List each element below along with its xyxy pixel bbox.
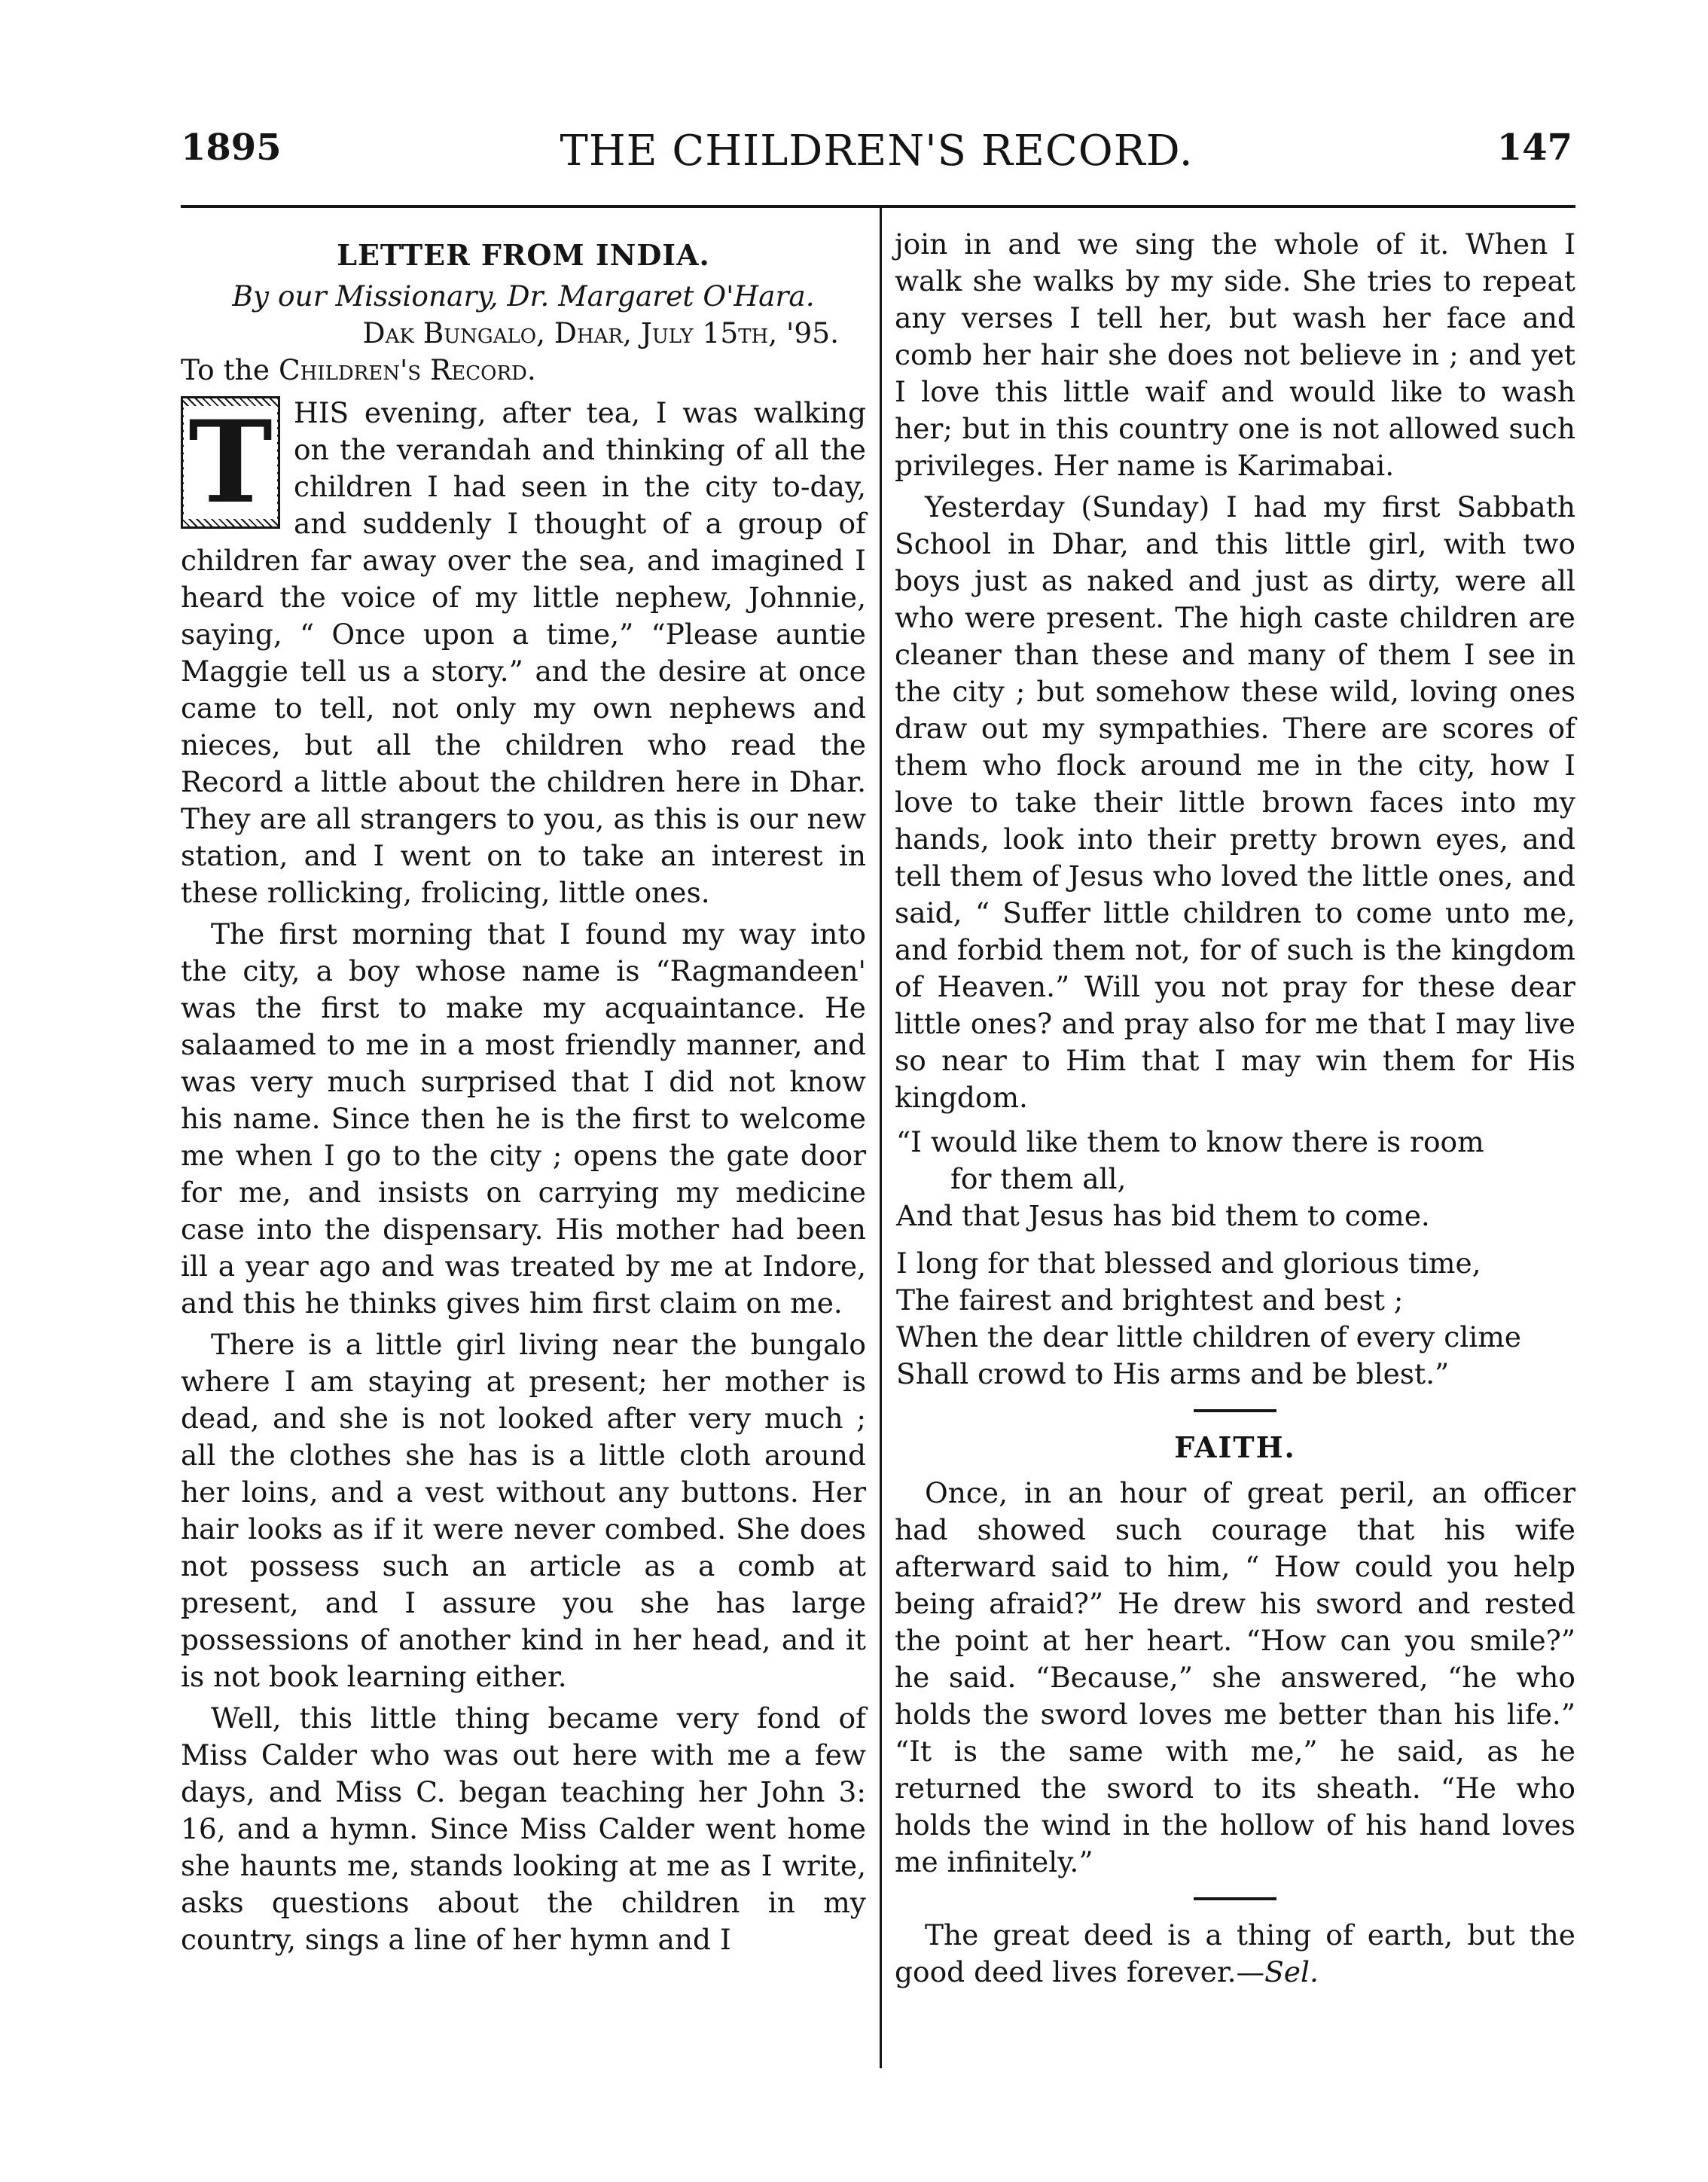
column-divider bbox=[880, 208, 882, 2068]
paragraph-4-continued: join in and we sing the whole of it. When I walk she walks by my side. She tries to repeat any verses I tell her, but wash her face and comb her hair she does not believe in ; and yet I love this little waif and would like to wash her; but in this country one is not allowed such privileges. Her name is Karimabai. bbox=[895, 227, 1575, 482]
paragraph-3: There is a little girl living near the bungalo where I am staying at present; her mother is dead, and she is not looked after very much ; all the clothes she has is a little cloth around her loins, and a vest without any buttons. Her hair looks as if it were never combed. She does not possess such an article as a comb at present, and I assure you she has large possessions of another kind in her head, and it is not book learning either. bbox=[181, 1328, 866, 1693]
article-byline: By our Missionary, Dr. Margaret O'Hara. bbox=[232, 279, 815, 313]
header-rule bbox=[181, 205, 1575, 208]
journal-title: THE CHILDREN'S RECORD. bbox=[560, 127, 1194, 175]
drop-cap-ornament bbox=[181, 396, 280, 529]
section-divider bbox=[1194, 1897, 1276, 1900]
verse-line: And that Jesus has bid them to come. bbox=[896, 1199, 1430, 1232]
verse-line: When the dear little children of every clime bbox=[896, 1320, 1521, 1353]
salutation-name: Children's Record. bbox=[278, 353, 536, 386]
closing-quote bbox=[895, 1917, 1575, 1991]
page-header bbox=[181, 127, 1572, 187]
verse-line: I long for that blessed and glorious time, bbox=[896, 1247, 1481, 1280]
verse-line: Shall crowd to His arms and be blest.” bbox=[896, 1357, 1450, 1390]
paragraph-4: Well, this little thing became very fond of Miss Calder who was out here with me a few days, and Miss C. began teaching her John 3: 16, and a hymn. Since Miss Calder went home she haunts me, stands looking at me as I write, asks questions about the children in my country, sings a line of her hymn and I bbox=[181, 1701, 866, 1956]
stanza-gap bbox=[896, 1234, 1575, 1245]
hymn-verse bbox=[896, 1124, 1575, 1393]
paragraph-5: Yesterday (Sunday) I had my first Sabbath School in Dhar, and this little girl, with two boys just as naked and just as dirty, were all who were present. The high caste children are cleaner than these and many of them I see in the city ; but somehow these wild, loving ones draw out my sympathies. There are scores of them who flock around me in the city, how I love to take their little brown faces into my hands, look into their pretty brown eyes, and tell them of Jesus who loved the little ones, and said, “ Suffer little children to come unto me, and forbid them not, for of such is the kingdom of Heaven.” Will you not pray for these dear little ones? and pray also for me that I may live so near to Him that I may win them for His kingdom. bbox=[895, 490, 1575, 1114]
first-paragraph bbox=[181, 395, 866, 911]
page-number: 147 bbox=[1496, 127, 1572, 169]
header-year: 1895 bbox=[181, 127, 282, 169]
verse-line: “I would like them to know there is room bbox=[896, 1125, 1484, 1158]
paragraph-2: The first morning that I found my way into the city, a boy whose name is “Ragmandeen' was the first to make my acquaintance. He salaamed to me in a most friendly manner, and was very much surprised that I did not know his name. Since then he is the first to welcome me when I go to the city ; opens the gate door for me, and insists on carrying my medicine case into the dispensary. His mother had been ill a year ago and was treated by me at Indore, and this he thinks gives him first claim on me. bbox=[181, 917, 866, 1320]
faith-paragraph: Once, in an hour of great peril, an officer had showed such courage that his wife afterward said to him, “ How could you help being afraid?” He drew his sword and rested the point at her heart. “How can you smile?” he said. “Because,” she answered, “he who holds the sword loves me better than his life.” “It is the same with me,” he said, as he returned the sword to its sheath. “He who holds the wind in the hollow of his hand loves me infinitely.” bbox=[895, 1476, 1575, 1878]
article-dateline: Dak Bungalo, Dhar, July 15th, '95. bbox=[362, 316, 839, 349]
verse-line: for them all, bbox=[950, 1162, 1127, 1195]
article-heading-letter: LETTER FROM INDIA. bbox=[337, 238, 710, 272]
closing-signature: Sel. bbox=[1264, 1955, 1319, 1988]
paragraph-1: HIS evening, after tea, I was walking on the verandah and thinking of all the children I had seen in the city to-day, and suddenly I thought of a group of children far away over the sea, and imagined I heard the voice of my little nephew, Johnnie, saying, “ Once upon a time,” “Please auntie Maggie tell us a story.” and the desire at once came to tell, not only my own nephews and nieces, but all the children who read the Record a little about the children here in Dhar. They are all strangers to you, as this is our new station, and I went on to take an interest in these rollicking, frolicing, little ones. bbox=[181, 396, 866, 909]
salutation bbox=[181, 352, 866, 389]
article-heading-faith: FAITH. bbox=[1174, 1430, 1296, 1464]
verse-line: The fairest and brightest and best ; bbox=[896, 1283, 1404, 1317]
section-divider bbox=[1194, 1409, 1276, 1412]
closing-text: The great deed is a thing of earth, but the good deed lives forever.— bbox=[895, 1918, 1575, 1988]
right-column bbox=[895, 226, 1575, 1991]
drop-cap-letter: T bbox=[184, 406, 277, 519]
salutation-prefix: To the bbox=[181, 353, 279, 386]
left-column bbox=[181, 226, 866, 1958]
